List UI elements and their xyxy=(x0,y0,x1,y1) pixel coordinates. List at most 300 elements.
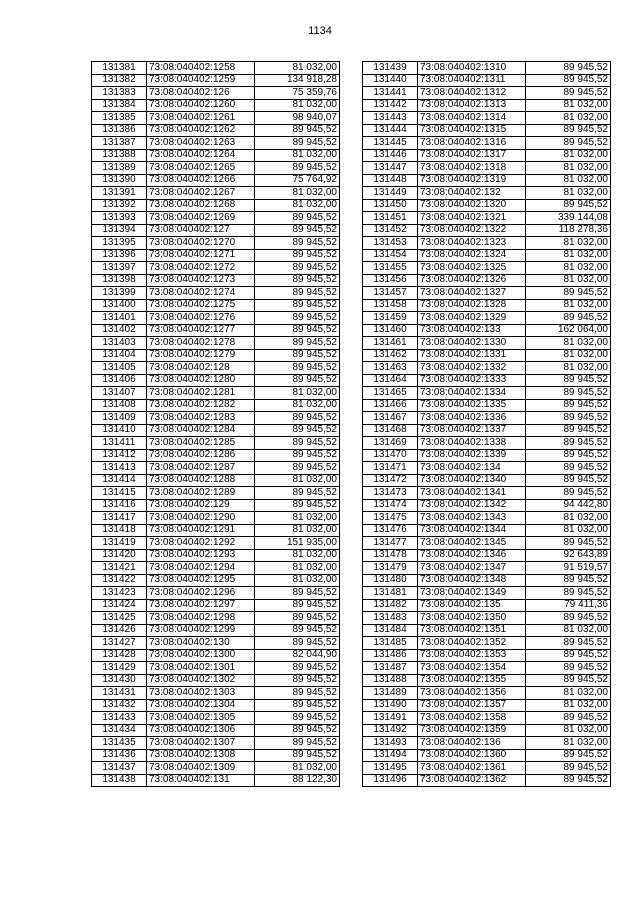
table-row xyxy=(92,324,340,337)
cadastral-value-cell: 89 945,52 xyxy=(255,724,340,737)
row-number-cell: 131395 xyxy=(92,237,147,250)
row-number-cell: 131445 xyxy=(363,137,418,150)
table-row xyxy=(92,524,340,537)
cadastral-value-cell: 89 945,52 xyxy=(526,762,611,775)
row-number-cell: 131465 xyxy=(363,387,418,400)
cadastral-value-cell: 88 122,30 xyxy=(255,774,340,787)
cadastral-value-cell: 89 945,52 xyxy=(526,574,611,587)
row-number-cell: 131437 xyxy=(92,762,147,775)
row-number-cell: 131495 xyxy=(363,762,418,775)
cadastral-value-cell: 89 945,52 xyxy=(526,537,611,550)
row-number-cell: 131484 xyxy=(363,624,418,637)
cadastral-number-cell: 73:08:040402:1261 xyxy=(147,112,255,125)
table-row xyxy=(92,387,340,400)
table-row xyxy=(92,449,340,462)
cadastral-value-cell: 89 945,52 xyxy=(255,737,340,750)
row-number-cell: 131472 xyxy=(363,474,418,487)
cadastral-number-cell: 73:08:040402:127 xyxy=(147,224,255,237)
cadastral-number-cell: 73:08:040402:1300 xyxy=(147,649,255,662)
cadastral-value-cell: 89 945,52 xyxy=(255,749,340,762)
table-row xyxy=(92,299,340,312)
row-number-cell: 131440 xyxy=(363,74,418,87)
row-number-cell: 131481 xyxy=(363,587,418,600)
cadastral-value-cell: 89 945,52 xyxy=(255,287,340,300)
table-row xyxy=(363,274,611,287)
cadastral-number-cell: 73:08:040402:131 xyxy=(147,774,255,787)
cadastral-value-cell: 162 064,00 xyxy=(526,324,611,337)
table-row xyxy=(92,262,340,275)
table-row xyxy=(92,549,340,562)
cadastral-number-cell: 73:08:040402:1328 xyxy=(418,299,526,312)
row-number-cell: 131438 xyxy=(92,774,147,787)
cadastral-number-cell: 73:08:040402:1301 xyxy=(147,662,255,675)
cadastral-value-cell: 89 945,52 xyxy=(526,74,611,87)
cadastral-value-cell: 89 945,52 xyxy=(255,312,340,325)
row-number-cell: 131430 xyxy=(92,674,147,687)
row-number-cell: 131388 xyxy=(92,149,147,162)
row-number-cell: 131453 xyxy=(363,237,418,250)
table-row xyxy=(92,662,340,675)
cadastral-number-cell: 73:08:040402:1260 xyxy=(147,99,255,112)
cadastral-value-cell: 89 945,52 xyxy=(526,387,611,400)
cadastral-number-cell: 73:08:040402:130 xyxy=(147,637,255,650)
cadastral-number-cell: 73:08:040402:1282 xyxy=(147,399,255,412)
cadastral-number-cell: 73:08:040402:1346 xyxy=(418,549,526,562)
cadastral-value-cell: 89 945,52 xyxy=(526,287,611,300)
cadastral-number-cell: 73:08:040402:1359 xyxy=(418,724,526,737)
cadastral-number-cell: 73:08:040402:1344 xyxy=(418,524,526,537)
cadastral-value-cell: 89 945,52 xyxy=(255,499,340,512)
table-row xyxy=(92,174,340,187)
row-number-cell: 131389 xyxy=(92,162,147,175)
table-row xyxy=(363,474,611,487)
cadastral-number-cell: 73:08:040402:1323 xyxy=(418,237,526,250)
row-number-cell: 131419 xyxy=(92,537,147,550)
row-number-cell: 131383 xyxy=(92,87,147,100)
cadastral-number-cell: 73:08:040402:1276 xyxy=(147,312,255,325)
row-number-cell: 131490 xyxy=(363,699,418,712)
table-row xyxy=(92,74,340,87)
cadastral-value-cell: 89 945,52 xyxy=(255,462,340,475)
row-number-cell: 131396 xyxy=(92,249,147,262)
cadastral-value-cell: 89 945,52 xyxy=(255,249,340,262)
row-number-cell: 131408 xyxy=(92,399,147,412)
row-number-cell: 131390 xyxy=(92,174,147,187)
cadastral-number-cell: 73:08:040402:133 xyxy=(418,324,526,337)
table-row xyxy=(92,537,340,550)
cadastral-number-cell: 73:08:040402:1288 xyxy=(147,474,255,487)
cadastral-number-cell: 73:08:040402:129 xyxy=(147,499,255,512)
cadastral-value-cell: 89 945,52 xyxy=(255,599,340,612)
table-row xyxy=(363,624,611,637)
row-number-cell: 131457 xyxy=(363,287,418,300)
cadastral-number-cell: 73:08:040402:1319 xyxy=(418,174,526,187)
table-row xyxy=(363,537,611,550)
cadastral-number-cell: 73:08:040402:1304 xyxy=(147,699,255,712)
cadastral-value-cell: 81 032,00 xyxy=(526,162,611,175)
cadastral-number-cell: 73:08:040402:1350 xyxy=(418,612,526,625)
table-row xyxy=(92,199,340,212)
cadastral-number-cell: 73:08:040402:1266 xyxy=(147,174,255,187)
cadastral-number-cell: 73:08:040402:1321 xyxy=(418,212,526,225)
table-row xyxy=(92,112,340,125)
cadastral-value-cell: 81 032,00 xyxy=(526,524,611,537)
row-number-cell: 131462 xyxy=(363,349,418,362)
row-number-cell: 131426 xyxy=(92,624,147,637)
cadastral-number-cell: 73:08:040402:134 xyxy=(418,462,526,475)
cadastral-value-cell: 92 643,89 xyxy=(526,549,611,562)
row-number-cell: 131479 xyxy=(363,562,418,575)
cadastral-number-cell: 73:08:040402:1286 xyxy=(147,449,255,462)
table-row xyxy=(363,737,611,750)
row-number-cell: 131483 xyxy=(363,612,418,625)
cadastral-value-cell: 81 032,00 xyxy=(526,262,611,275)
row-number-cell: 131434 xyxy=(92,724,147,737)
cadastral-value-cell: 81 032,00 xyxy=(255,474,340,487)
cadastral-number-cell: 73:08:040402:1272 xyxy=(147,262,255,275)
table-row xyxy=(363,712,611,725)
cadastral-number-cell: 73:08:040402:1325 xyxy=(418,262,526,275)
table-row xyxy=(92,137,340,150)
table-row xyxy=(363,62,611,75)
cadastral-value-cell: 89 945,52 xyxy=(526,87,611,100)
row-number-cell: 131444 xyxy=(363,124,418,137)
cadastral-number-cell: 73:08:040402:126 xyxy=(147,87,255,100)
cadastral-number-cell: 73:08:040402:1264 xyxy=(147,149,255,162)
row-number-cell: 131404 xyxy=(92,349,147,362)
table-row xyxy=(92,612,340,625)
cadastral-value-cell: 89 945,52 xyxy=(255,587,340,600)
table-row xyxy=(363,74,611,87)
table-row xyxy=(363,87,611,100)
table-row xyxy=(363,124,611,137)
row-number-cell: 131412 xyxy=(92,449,147,462)
row-number-cell: 131392 xyxy=(92,199,147,212)
cadastral-number-cell: 73:08:040402:1271 xyxy=(147,249,255,262)
cadastral-value-cell: 89 945,52 xyxy=(255,349,340,362)
row-number-cell: 131382 xyxy=(92,74,147,87)
row-number-cell: 131461 xyxy=(363,337,418,350)
cadastral-value-cell: 81 032,00 xyxy=(255,387,340,400)
cadastral-number-cell: 73:08:040402:1291 xyxy=(147,524,255,537)
row-number-cell: 131405 xyxy=(92,362,147,375)
table-row xyxy=(363,237,611,250)
cadastral-value-cell: 89 945,52 xyxy=(526,474,611,487)
cadastral-value-cell: 81 032,00 xyxy=(255,524,340,537)
cadastral-value-cell: 89 945,52 xyxy=(255,687,340,700)
cadastral-value-cell: 81 032,00 xyxy=(255,187,340,200)
cadastral-value-cell: 89 945,52 xyxy=(526,587,611,600)
cadastral-value-cell: 89 945,52 xyxy=(255,274,340,287)
table-row xyxy=(363,674,611,687)
cadastral-number-cell: 73:08:040402:1306 xyxy=(147,724,255,737)
row-number-cell: 131488 xyxy=(363,674,418,687)
cadastral-number-cell: 73:08:040402:1297 xyxy=(147,599,255,612)
cadastral-number-cell: 73:08:040402:1298 xyxy=(147,612,255,625)
cadastral-number-cell: 73:08:040402:1263 xyxy=(147,137,255,150)
cadastral-value-cell: 81 032,00 xyxy=(526,149,611,162)
cadastral-value-cell: 89 945,52 xyxy=(526,374,611,387)
cadastral-number-cell: 73:08:040402:1290 xyxy=(147,512,255,525)
cadastral-value-cell: 89 945,52 xyxy=(255,449,340,462)
cadastral-number-cell: 73:08:040402:1354 xyxy=(418,662,526,675)
cadastral-value-cell: 81 032,00 xyxy=(255,399,340,412)
cadastral-number-cell: 73:08:040402:1322 xyxy=(418,224,526,237)
row-number-cell: 131416 xyxy=(92,499,147,512)
row-number-cell: 131489 xyxy=(363,687,418,700)
cadastral-value-cell: 89 945,52 xyxy=(255,624,340,637)
cadastral-number-cell: 73:08:040402:1274 xyxy=(147,287,255,300)
table-row xyxy=(363,762,611,775)
row-number-cell: 131496 xyxy=(363,774,418,787)
page-number: 1134 xyxy=(308,25,332,37)
cadastral-number-cell: 73:08:040402:1332 xyxy=(418,362,526,375)
table-row xyxy=(92,512,340,525)
cadastral-number-cell: 73:08:040402:1329 xyxy=(418,312,526,325)
cadastral-value-cell: 89 945,52 xyxy=(255,162,340,175)
cadastral-value-cell: 89 945,52 xyxy=(526,487,611,500)
cadastral-number-cell: 73:08:040402:1311 xyxy=(418,74,526,87)
cadastral-value-cell: 89 945,52 xyxy=(255,299,340,312)
cadastral-number-cell: 73:08:040402:135 xyxy=(418,599,526,612)
row-number-cell: 131493 xyxy=(363,737,418,750)
row-number-cell: 131399 xyxy=(92,287,147,300)
table-row xyxy=(92,187,340,200)
row-number-cell: 131450 xyxy=(363,199,418,212)
cadastral-number-cell: 73:08:040402:1289 xyxy=(147,487,255,500)
table-row xyxy=(363,662,611,675)
cadastral-number-cell: 73:08:040402:1330 xyxy=(418,337,526,350)
cadastral-number-cell: 73:08:040402:136 xyxy=(418,737,526,750)
left-cadastral-table xyxy=(91,61,340,787)
cadastral-value-cell: 89 945,52 xyxy=(255,362,340,375)
cadastral-value-cell: 89 945,52 xyxy=(255,674,340,687)
cadastral-value-cell: 89 945,52 xyxy=(255,487,340,500)
table-row xyxy=(363,562,611,575)
table-row xyxy=(363,524,611,537)
table-row xyxy=(92,224,340,237)
cadastral-number-cell: 73:08:040402:1357 xyxy=(418,699,526,712)
row-number-cell: 131485 xyxy=(363,637,418,650)
table-row xyxy=(92,312,340,325)
table-row xyxy=(92,562,340,575)
cadastral-number-cell: 73:08:040402:1273 xyxy=(147,274,255,287)
table-row xyxy=(92,712,340,725)
row-number-cell: 131417 xyxy=(92,512,147,525)
cadastral-value-cell: 75 359,76 xyxy=(255,87,340,100)
table-row xyxy=(363,724,611,737)
table-row xyxy=(92,437,340,450)
cadastral-number-cell: 73:08:040402:1293 xyxy=(147,549,255,562)
row-number-cell: 131447 xyxy=(363,162,418,175)
row-number-cell: 131478 xyxy=(363,549,418,562)
cadastral-number-cell: 73:08:040402:1335 xyxy=(418,399,526,412)
cadastral-value-cell: 81 032,00 xyxy=(526,299,611,312)
table-row xyxy=(363,449,611,462)
row-number-cell: 131466 xyxy=(363,399,418,412)
row-number-cell: 131491 xyxy=(363,712,418,725)
cadastral-value-cell: 81 032,00 xyxy=(255,149,340,162)
cadastral-value-cell: 89 945,52 xyxy=(255,224,340,237)
row-number-cell: 131452 xyxy=(363,224,418,237)
table-row xyxy=(363,499,611,512)
cadastral-number-cell: 73:08:040402:1265 xyxy=(147,162,255,175)
table-row xyxy=(92,624,340,637)
cadastral-value-cell: 81 032,00 xyxy=(255,762,340,775)
cadastral-value-cell: 89 945,52 xyxy=(526,199,611,212)
row-number-cell: 131421 xyxy=(92,562,147,575)
table-row xyxy=(363,487,611,500)
cadastral-number-cell: 73:08:040402:132 xyxy=(418,187,526,200)
cadastral-value-cell: 89 945,52 xyxy=(526,662,611,675)
table-row xyxy=(363,324,611,337)
table-row xyxy=(92,574,340,587)
cadastral-value-cell: 82 044,90 xyxy=(255,649,340,662)
cadastral-value-cell: 89 945,52 xyxy=(255,324,340,337)
cadastral-number-cell: 73:08:040402:1278 xyxy=(147,337,255,350)
row-number-cell: 131407 xyxy=(92,387,147,400)
cadastral-value-cell: 89 945,52 xyxy=(526,437,611,450)
table-row xyxy=(92,274,340,287)
table-row xyxy=(363,374,611,387)
row-number-cell: 131454 xyxy=(363,249,418,262)
cadastral-number-cell: 73:08:040402:1342 xyxy=(418,499,526,512)
cadastral-number-cell: 73:08:040402:1267 xyxy=(147,187,255,200)
cadastral-value-cell: 89 945,52 xyxy=(526,612,611,625)
table-row xyxy=(92,487,340,500)
table-row xyxy=(363,262,611,275)
cadastral-value-cell: 79 411,36 xyxy=(526,599,611,612)
row-number-cell: 131473 xyxy=(363,487,418,500)
cadastral-number-cell: 73:08:040402:1310 xyxy=(418,62,526,75)
cadastral-value-cell: 89 945,52 xyxy=(526,637,611,650)
cadastral-value-cell: 94 442,80 xyxy=(526,499,611,512)
row-number-cell: 131477 xyxy=(363,537,418,550)
cadastral-number-cell: 73:08:040402:1336 xyxy=(418,412,526,425)
row-number-cell: 131402 xyxy=(92,324,147,337)
cadastral-value-cell: 81 032,00 xyxy=(526,187,611,200)
row-number-cell: 131397 xyxy=(92,262,147,275)
cadastral-value-cell: 89 945,52 xyxy=(526,62,611,75)
cadastral-value-cell: 75 764,92 xyxy=(255,174,340,187)
cadastral-value-cell: 89 945,52 xyxy=(526,649,611,662)
row-number-cell: 131475 xyxy=(363,512,418,525)
cadastral-value-cell: 89 945,52 xyxy=(255,212,340,225)
row-number-cell: 131386 xyxy=(92,124,147,137)
cadastral-value-cell: 81 032,00 xyxy=(255,62,340,75)
row-number-cell: 131428 xyxy=(92,649,147,662)
cadastral-number-cell: 73:08:040402:1262 xyxy=(147,124,255,137)
table-row xyxy=(363,462,611,475)
row-number-cell: 131480 xyxy=(363,574,418,587)
table-row xyxy=(92,124,340,137)
row-number-cell: 131413 xyxy=(92,462,147,475)
row-number-cell: 131467 xyxy=(363,412,418,425)
table-row xyxy=(92,412,340,425)
table-row xyxy=(92,737,340,750)
cadastral-value-cell: 81 032,00 xyxy=(526,624,611,637)
cadastral-value-cell: 89 945,52 xyxy=(526,424,611,437)
cadastral-number-cell: 73:08:040402:1333 xyxy=(418,374,526,387)
cadastral-value-cell: 89 945,52 xyxy=(255,262,340,275)
table-row xyxy=(363,99,611,112)
table-row xyxy=(92,424,340,437)
row-number-cell: 131432 xyxy=(92,699,147,712)
row-number-cell: 131415 xyxy=(92,487,147,500)
table-row xyxy=(92,474,340,487)
cadastral-number-cell: 73:08:040402:1340 xyxy=(418,474,526,487)
right-cadastral-table xyxy=(362,61,611,787)
row-number-cell: 131470 xyxy=(363,449,418,462)
row-number-cell: 131381 xyxy=(92,62,147,75)
cadastral-value-cell: 89 945,52 xyxy=(526,712,611,725)
row-number-cell: 131460 xyxy=(363,324,418,337)
table-row xyxy=(92,499,340,512)
table-row xyxy=(363,649,611,662)
cadastral-value-cell: 98 940,07 xyxy=(255,112,340,125)
cadastral-number-cell: 73:08:040402:1341 xyxy=(418,487,526,500)
cadastral-number-cell: 73:08:040402:1308 xyxy=(147,749,255,762)
row-number-cell: 131425 xyxy=(92,612,147,625)
cadastral-value-cell: 81 032,00 xyxy=(526,699,611,712)
row-number-cell: 131469 xyxy=(363,437,418,450)
row-number-cell: 131468 xyxy=(363,424,418,437)
row-number-cell: 131486 xyxy=(363,649,418,662)
cadastral-number-cell: 73:08:040402:1302 xyxy=(147,674,255,687)
cadastral-value-cell: 89 945,52 xyxy=(526,774,611,787)
table-row xyxy=(92,149,340,162)
cadastral-number-cell: 73:08:040402:1356 xyxy=(418,687,526,700)
cadastral-number-cell: 73:08:040402:1270 xyxy=(147,237,255,250)
cadastral-value-cell: 89 945,52 xyxy=(526,449,611,462)
row-number-cell: 131442 xyxy=(363,99,418,112)
table-row xyxy=(92,374,340,387)
cadastral-number-cell: 73:08:040402:1283 xyxy=(147,412,255,425)
row-number-cell: 131391 xyxy=(92,187,147,200)
cadastral-value-cell: 81 032,00 xyxy=(526,737,611,750)
cadastral-value-cell: 81 032,00 xyxy=(526,362,611,375)
cadastral-value-cell: 89 945,52 xyxy=(526,124,611,137)
cadastral-number-cell: 73:08:040402:1280 xyxy=(147,374,255,387)
cadastral-number-cell: 73:08:040402:1316 xyxy=(418,137,526,150)
table-row xyxy=(92,462,340,475)
cadastral-value-cell: 81 032,00 xyxy=(526,112,611,125)
table-row xyxy=(363,362,611,375)
cadastral-number-cell: 73:08:040402:1281 xyxy=(147,387,255,400)
table-row xyxy=(363,149,611,162)
cadastral-value-cell: 81 032,00 xyxy=(526,274,611,287)
row-number-cell: 131418 xyxy=(92,524,147,537)
row-number-cell: 131414 xyxy=(92,474,147,487)
table-row xyxy=(92,99,340,112)
cadastral-value-cell: 89 945,52 xyxy=(255,424,340,437)
table-row xyxy=(363,574,611,587)
cadastral-number-cell: 73:08:040402:1351 xyxy=(418,624,526,637)
cadastral-value-cell: 89 945,52 xyxy=(526,462,611,475)
table-row xyxy=(92,687,340,700)
table-row xyxy=(363,387,611,400)
cadastral-number-cell: 73:08:040402:1294 xyxy=(147,562,255,575)
table-row xyxy=(363,637,611,650)
cadastral-number-cell: 73:08:040402:1326 xyxy=(418,274,526,287)
row-number-cell: 131394 xyxy=(92,224,147,237)
cadastral-number-cell: 73:08:040402:1348 xyxy=(418,574,526,587)
cadastral-number-cell: 73:08:040402:1287 xyxy=(147,462,255,475)
cadastral-value-cell: 81 032,00 xyxy=(526,174,611,187)
cadastral-value-cell: 81 032,00 xyxy=(255,574,340,587)
table-row xyxy=(363,337,611,350)
row-number-cell: 131482 xyxy=(363,599,418,612)
